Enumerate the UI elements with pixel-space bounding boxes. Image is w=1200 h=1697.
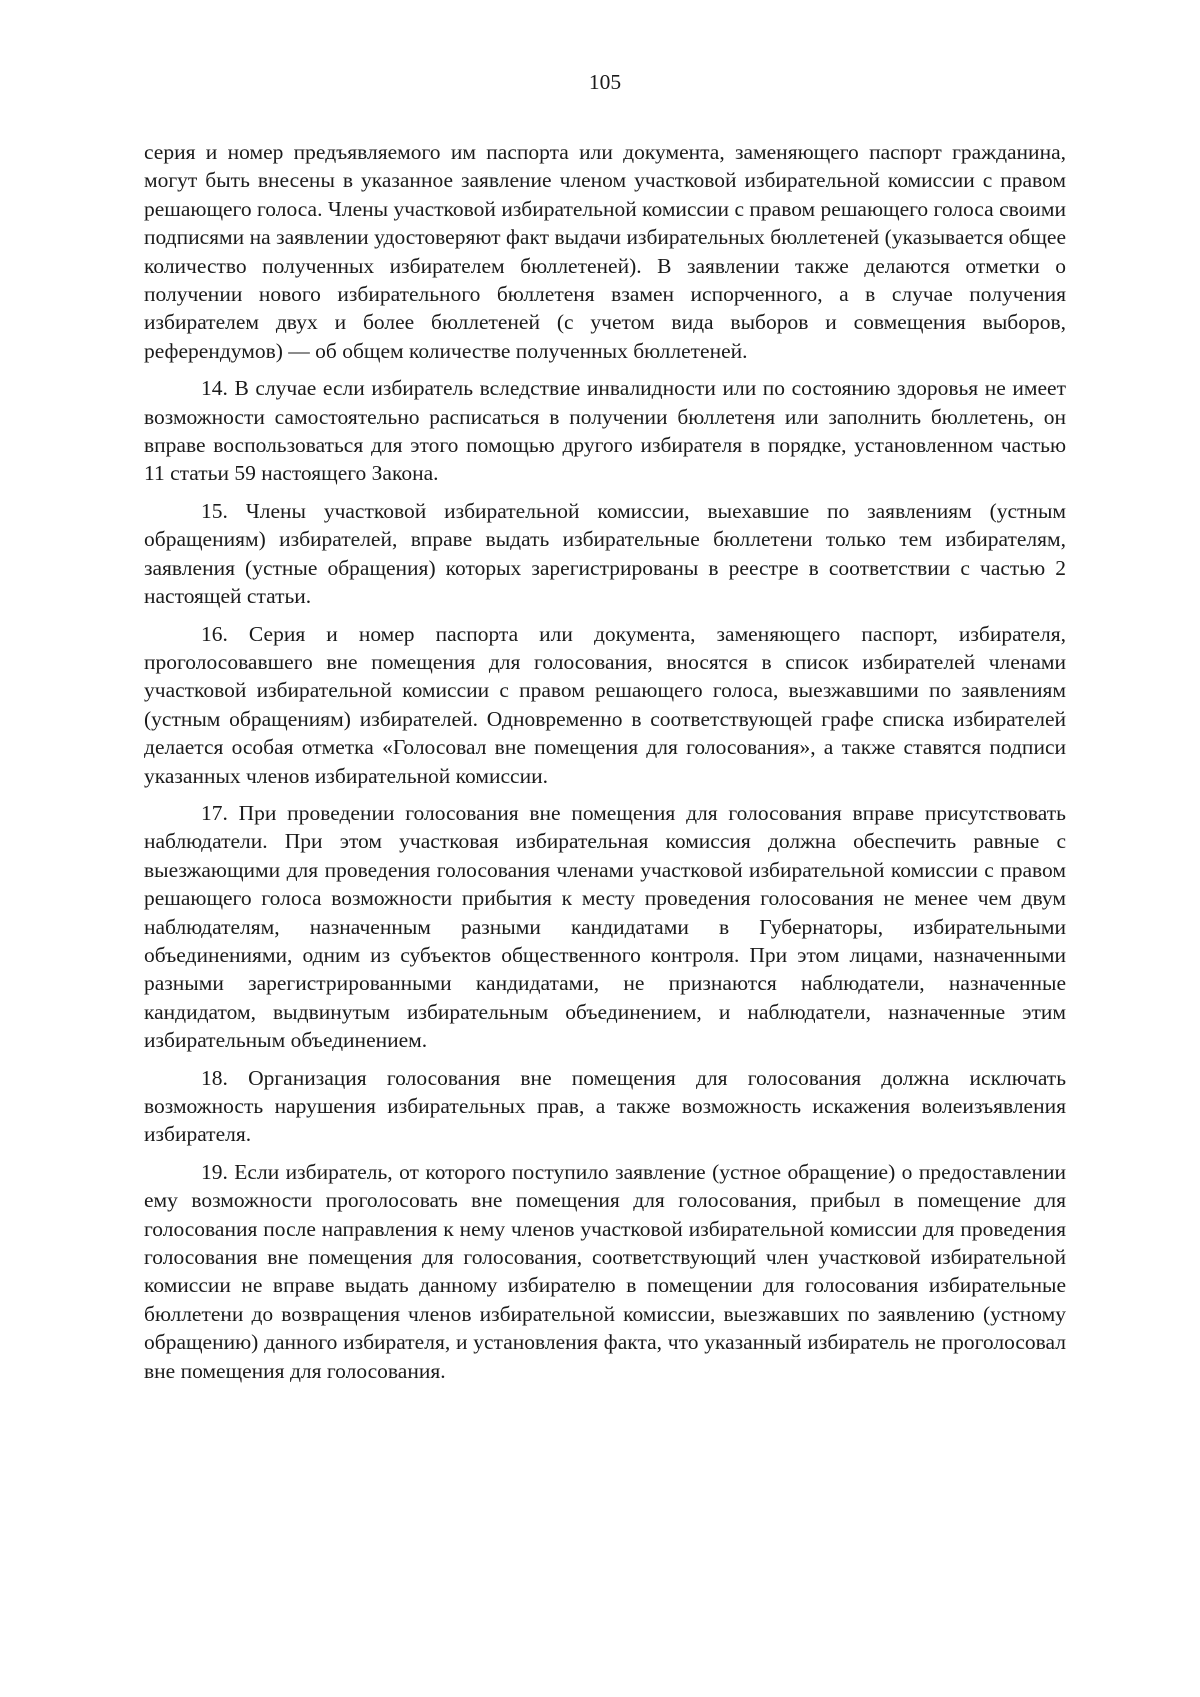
page-number: 105: [588, 70, 622, 94]
paragraph-14: 14. В случае если избиратель вследствие инвалидности или по состоянию здоровья не имеет возможности самостоятельно расписаться в получении бюллетеня или заполнить бюллетень, он вправе воспользоваться для этого помощью другого избирателя в порядке, установленном частью 11 статьи 59 настоящего Закона.: [144, 376, 1066, 486]
paragraph-17: 17. При проведении голосования вне помещения для голосования вправе присутствовать наблюдатели. При этом участковая избирательная комиссия должна обеспечить равные с выезжающими для проведения голосования членами участковой избирательной комиссии с правом решающего голоса возможности прибытия к месту проведения голосования не менее чем двум наблюдателям, назначенным разными кандидатами в Губернаторы, избирательными объединениями, одним из субъектов общественного контроля. При этом лицами, назначенными разными зарегистрированными кандидатами, не признаются наблюдатели, назначенные кандидатом, выдвинутым избирательным объединением, и наблюдатели, назначенные этим избирательным объединением.: [144, 800, 1066, 1053]
document-page: [144, 68, 1066, 1394]
paragraph-19: 19. Если избиратель, от которого поступило заявление (устное обращение) о предоставлении ему возможности проголосовать вне помещения для голосования, прибыл в помещение для голосования после направления к нему членов участковой избирательной комиссии для проведения голосования вне помещения для голосования, соответствующий член участковой избирательной комиссии не вправе выдать данному избирателю в помещении для голосования избирательные бюллетени до возвращения членов избирательной комиссии, выезжавших по заявлению (устному обращению) данного избирателя, и установления факта, что указанный избиратель не проголосовал вне помещения для голосования.: [144, 1159, 1066, 1383]
paragraph-15: 15. Члены участковой избирательной комиссии, выехавшие по заявлениям (устным обращениям) избирателей, вправе выдать избирательные бюллетени только тем избирателям, заявления (устные обращения) которых зарегистрированы в реестре в соответствии с частью 2 настоящей статьи.: [144, 498, 1066, 609]
paragraph-18: 18. Организация голосования вне помещения для голосования должна исключать возможность нарушения избирательных прав, а также возможность искажения волеизъявления избирателя.: [144, 1065, 1066, 1147]
paragraph-continuation: серия и номер предъявляемого им паспорта или документа, заменяющего паспорт гражданина, могут быть внесены в указанное заявление членом участковой избирательной комиссии с правом решающего голоса. Члены участковой избирательной комиссии с правом решающего голоса своими подписями на заявлении удостоверяют факт выдачи избирательных бюллетеней (указывается общее количество полученных избирателем бюллетеней). В заявлении также делаются отметки о получении нового избирательного бюллетеня взамен испорченного, а в случае получения избирателем двух и более бюллетеней (с учетом вида выборов и совмещения выборов, референдумов) — об общем количестве полученных бюллетеней.: [144, 140, 1066, 363]
paragraph-16: 16. Серия и номер паспорта или документа, заменяющего паспорт, избирателя, проголосовавшего вне помещения для голосования, вносятся в список избирателей членами участковой избирательной комиссии с правом решающего голоса, выезжавшими по заявлениям (устным обращениям) избирателей. Одновременно в соответствующей графе списка избирателей делается особая отметка «Голосовал вне помещения для голосования», а также ставятся подписи указанных членов избирательной комиссии.: [144, 621, 1066, 788]
